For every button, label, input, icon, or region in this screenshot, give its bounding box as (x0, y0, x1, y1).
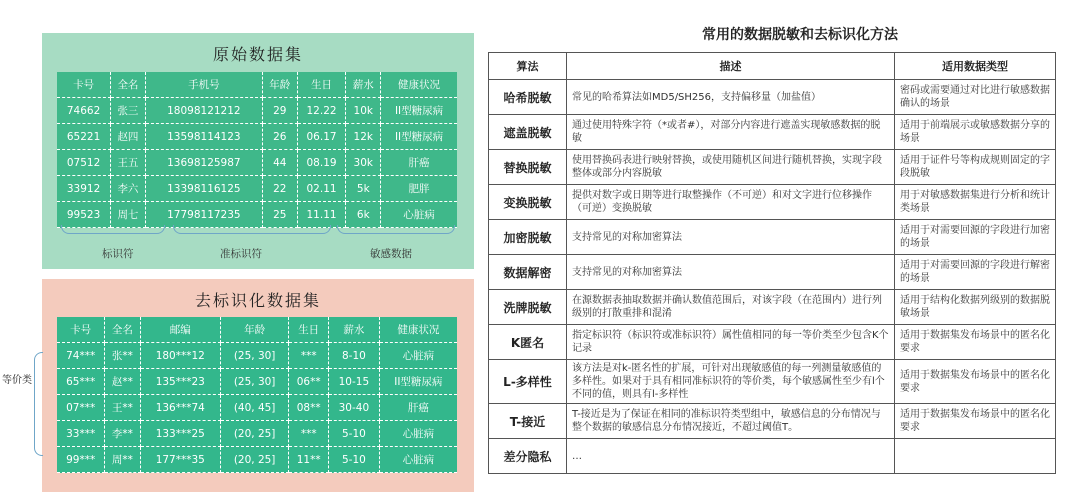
equivalence-class-label: 等价类 (2, 375, 32, 386)
original-table-cell: 13698125987 (146, 150, 263, 176)
methods-header-row (489, 53, 1056, 80)
quasi-identifier-label: 准标识符 (220, 248, 262, 260)
deidentified-table-cell: 33*** (57, 421, 105, 447)
deidentified-data-table (57, 317, 457, 473)
deidentified-table-row (57, 395, 457, 421)
method-description: … (567, 439, 895, 474)
method-row (489, 255, 1056, 290)
original-table-cell: 17798117235 (146, 202, 263, 228)
original-table-cell: 11.11 (298, 202, 347, 228)
deidentified-table-cell: 周** (105, 447, 140, 473)
method-description: 支持常见的对称加密算法 (567, 255, 895, 290)
deidentified-table-cell: 99*** (57, 447, 105, 473)
original-table-cell: 王五 (111, 150, 146, 176)
deidentified-table-cell: 133***25 (141, 421, 221, 447)
deidentified-header-cell: 薪水 (329, 317, 380, 343)
method-name: L-多样性 (489, 360, 567, 404)
original-table-cell: 30k (346, 150, 381, 176)
original-table-cell: 65221 (57, 124, 111, 150)
deidentified-header-cell: 全名 (105, 317, 140, 343)
deidentified-header-cell: 邮编 (141, 317, 221, 343)
deidentified-table-cell: 74*** (57, 343, 105, 369)
original-table-cell: 12k (346, 124, 381, 150)
deidentified-header-cell: 生日 (289, 317, 329, 343)
deidentified-table-cell: 肝癌 (380, 395, 457, 421)
method-applicable-type: 适用于对需要回源的字段进行加密的场景 (895, 220, 1056, 255)
deidentified-header-cell: 健康状况 (380, 317, 457, 343)
original-header-cell: 健康状况 (381, 72, 457, 98)
original-header-cell: 生日 (298, 72, 347, 98)
deidentified-table-cell: 赵** (105, 369, 140, 395)
deidentified-dataset-title: 去标识化数据集 (194, 291, 321, 310)
original-table-cell: 周七 (111, 202, 146, 228)
original-table-cell: 肥胖 (381, 176, 457, 202)
original-table-cell: 12.22 (298, 98, 347, 124)
deidentified-table-cell: (25, 30] (221, 369, 289, 395)
original-table-cell: 08.19 (298, 150, 347, 176)
method-description: 通过使用特殊字符（*或者#），对部分内容进行遮盖实现敏感数据的脱敏 (567, 115, 895, 150)
deidentified-table-row (57, 421, 457, 447)
deidentified-table-cell: 30-40 (329, 395, 380, 421)
method-applicable-type: 适用于前端展示或敏感数据分享的场景 (895, 115, 1056, 150)
original-table-cell: 13398116125 (146, 176, 263, 202)
deidentified-table-cell: 李** (105, 421, 140, 447)
method-name: 洗牌脱敏 (489, 290, 567, 325)
sensitive-data-brace (337, 225, 455, 234)
method-applicable-type: 密码或需要通过对比进行敏感数据确认的场景 (895, 80, 1056, 115)
method-applicable-type: 适用于数据集发布场景中的匿名化要求 (895, 404, 1056, 439)
original-table-cell: 5k (346, 176, 381, 202)
original-table-cell: 13598114123 (146, 124, 263, 150)
method-row (489, 439, 1056, 474)
method-name: 差分隐私 (489, 439, 567, 474)
deidentified-table-cell: 心脏病 (380, 343, 457, 369)
identifier-label: 标识符 (102, 248, 134, 260)
original-table-cell: 心脏病 (381, 202, 457, 228)
original-table-cell: 18098121212 (146, 98, 263, 124)
original-table-row (57, 150, 457, 176)
method-name: 替换脱敏 (489, 150, 567, 185)
deidentified-table-cell: 180***12 (141, 343, 221, 369)
original-table-cell: 6k (346, 202, 381, 228)
original-table-cell: 33912 (57, 176, 111, 202)
original-table-cell: 赵四 (111, 124, 146, 150)
deidentified-header-cell: 卡号 (57, 317, 105, 343)
method-applicable-type: 适用于对需要回源的字段进行解密的场景 (895, 255, 1056, 290)
original-table-cell: 张三 (111, 98, 146, 124)
methods-header-cell: 算法 (489, 53, 567, 80)
original-table-cell: 74662 (57, 98, 111, 124)
column-group-braces (57, 225, 457, 239)
original-table-cell: 25 (263, 202, 298, 228)
identifier-brace (61, 225, 165, 234)
original-header-cell: 年龄 (263, 72, 298, 98)
original-table-cell: 李六 (111, 176, 146, 202)
deidentified-table-cell: (25, 30] (221, 343, 289, 369)
method-row (489, 404, 1056, 439)
method-row (489, 115, 1056, 150)
original-table-row (57, 98, 457, 124)
original-table-cell: 44 (263, 150, 298, 176)
deidentified-table-cell: 10-15 (329, 369, 380, 395)
method-description: 支持常见的对称加密算法 (567, 220, 895, 255)
method-row (489, 150, 1056, 185)
original-table-row (57, 176, 457, 202)
method-row (489, 185, 1056, 220)
deidentified-table-cell: (20, 25] (221, 421, 289, 447)
method-applicable-type (895, 439, 1056, 474)
deidentified-table-cell: 07*** (57, 395, 105, 421)
deidentified-table-cell: 08** (289, 395, 329, 421)
method-description: 提供对数字或日期等进行取整操作（不可逆）和对文字进行位移操作（可逆）变换脱敏 (567, 185, 895, 220)
deidentified-table-cell: (40, 45] (221, 395, 289, 421)
deidentified-table-cell: 177***35 (141, 447, 221, 473)
method-description: 常见的哈希算法如MD5/SH256，支持偏移量（加盐值） (567, 80, 895, 115)
deidentified-header-cell: 年龄 (221, 317, 289, 343)
method-name: 哈希脱敏 (489, 80, 567, 115)
deidentified-table-cell: 8-10 (329, 343, 380, 369)
original-table-cell: 07512 (57, 150, 111, 176)
method-row (489, 325, 1056, 360)
deidentified-table-cell: 06** (289, 369, 329, 395)
original-table-cell: 02.11 (298, 176, 347, 202)
method-name: 遮盖脱敏 (489, 115, 567, 150)
original-table-cell: 29 (263, 98, 298, 124)
method-name: K匿名 (489, 325, 567, 360)
method-applicable-type: 适用于数据集发布场景中的匿名化要求 (895, 325, 1056, 360)
deidentified-table-cell: *** (289, 343, 329, 369)
original-table-cell: II型糖尿病 (381, 124, 457, 150)
methods-title: 常用的数据脱敏和去标识化方法 (702, 27, 898, 43)
method-applicable-type: 适用于证件号等构成规则固定的字段脱敏 (895, 150, 1056, 185)
original-table-cell: II型糖尿病 (381, 98, 457, 124)
deidentified-dataset-panel (42, 279, 474, 492)
original-table-cell: 06.17 (298, 124, 347, 150)
method-applicable-type: 用于对敏感数据集进行分析和统计类场景 (895, 185, 1056, 220)
equivalence-class-brace (34, 352, 43, 456)
method-applicable-type: 适用于结构化数据列级别的数据脱敏场景 (895, 290, 1056, 325)
original-dataset-panel (42, 33, 474, 269)
deidentified-table-cell: (20, 25] (221, 447, 289, 473)
original-header-row (57, 72, 457, 98)
methods-header-cell: 描述 (567, 53, 895, 80)
method-row (489, 80, 1056, 115)
method-description: T-接近是为了保证在相同的准标识符类型组中，敏感信息的分布情况与整个数据的敏感信息分布情况接近，不超过阈值T。 (567, 404, 895, 439)
method-description: 在源数据表抽取数据并确认数值范围后，对该字段（在范围内）进行列级别的打散重排和混淆 (567, 290, 895, 325)
method-description: 使用替换码表进行映射替换，或使用随机区间进行随机替换，实现字段整体或部分内容脱敏 (567, 150, 895, 185)
methods-header-cell: 适用数据类型 (895, 53, 1056, 80)
deidentified-table-cell: 11** (289, 447, 329, 473)
deidentified-table-cell: 136***74 (141, 395, 221, 421)
method-row (489, 220, 1056, 255)
deidentified-table-cell: II型糖尿病 (380, 369, 457, 395)
method-name: 变换脱敏 (489, 185, 567, 220)
original-dataset-title: 原始数据集 (212, 45, 303, 64)
deidentified-table-cell: 5-10 (329, 421, 380, 447)
method-applicable-type: 适用于数据集发布场景中的匿名化要求 (895, 360, 1056, 404)
deidentified-table-row (57, 343, 457, 369)
method-row (489, 360, 1056, 404)
original-table-row (57, 124, 457, 150)
deidentified-table-cell: 张** (105, 343, 140, 369)
original-header-cell: 卡号 (57, 72, 111, 98)
deidentified-table-cell: *** (289, 421, 329, 447)
original-table-cell: 10k (346, 98, 381, 124)
method-row (489, 290, 1056, 325)
original-table-cell: 肝癌 (381, 150, 457, 176)
deidentified-table-cell: 5-10 (329, 447, 380, 473)
original-table-cell: 26 (263, 124, 298, 150)
deidentified-header-row (57, 317, 457, 343)
method-name: 数据解密 (489, 255, 567, 290)
original-table-cell: 22 (263, 176, 298, 202)
deidentified-table-cell: 心脏病 (380, 447, 457, 473)
quasi-identifier-brace (173, 225, 331, 234)
method-description: 指定标识符（标识符或准标识符）属性值相同的每一等价类至少包含K个记录 (567, 325, 895, 360)
original-header-cell: 薪水 (346, 72, 381, 98)
deidentified-table-cell: 心脏病 (380, 421, 457, 447)
deidentified-table-cell: 65*** (57, 369, 105, 395)
methods-table (488, 52, 1056, 474)
deidentified-table-cell: 135***23 (141, 369, 221, 395)
sensitive-data-label: 敏感数据 (370, 248, 412, 260)
original-header-cell: 全名 (111, 72, 146, 98)
method-description: 该方法是对k-匿名性的扩展，可针对出现敏感值的每一列测量敏感值的多样性。如果对于具有相同准标识符的等价类，每个敏感属性至少有l个不同的值，则具有l-多样性 (567, 360, 895, 404)
original-table-cell: 99523 (57, 202, 111, 228)
original-data-table (57, 72, 457, 228)
method-name: T-接近 (489, 404, 567, 439)
deidentified-table-cell: 王** (105, 395, 140, 421)
original-header-cell: 手机号 (146, 72, 263, 98)
deidentified-table-row (57, 447, 457, 473)
deidentified-table-row (57, 369, 457, 395)
method-name: 加密脱敏 (489, 220, 567, 255)
